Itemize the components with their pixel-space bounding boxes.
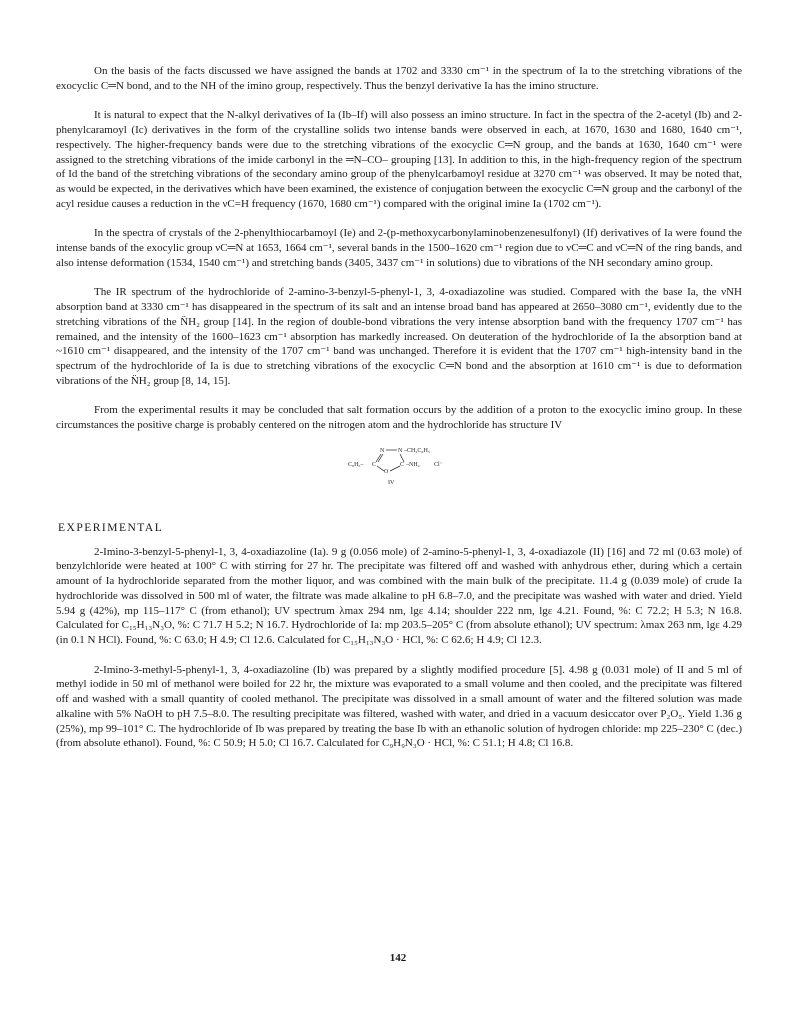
structure-label: IV bbox=[388, 479, 395, 486]
structure-counter-ion: Cl⁻ bbox=[434, 461, 443, 468]
structure-ring-o: O bbox=[384, 468, 389, 475]
paragraph-thiocarbamoyl-derivatives: In the spectra of crystals of the 2-phenylthiocarbamoyl (Ie) and 2-(p-methoxycarbonylaminobenzenesulfonyl) (If) derivatives of Ia were found the intense bands of the exocylic group νC═N at 1653, 1664 cm⁻¹, several bands in the 1500–1620 cm⁻¹ region due to νC═C and νC═N of the ring bands, and also intense deformation (1534, 1540 cm⁻¹) and stretching bands (3405, 3437 cm⁻¹ in solutions) due to vibrations of the NH secondary amino group. bbox=[56, 227, 742, 269]
paragraph-hydrochloride-spectrum: The IR spectrum of the hydrochloride of 2-amino-3-benzyl-5-phenyl-1, 3, 4-oxadiazoline was studied. Compared with the base Ia, the νNH absorption band at 3330 cm⁻¹ has disappeared in the spectrum of its salt and an intense broad band has appeared at 2650–3080 cm⁻¹, evidently due to the stretching vibrations of the N̈H₂ group [14]. In the region of double-bond vibrations the very intense absorption band with the frequency 1707 cm⁻¹ has remained, and the intensity of the 1600–1623 cm⁻¹ absorption has markedly increased. On deuteration of the hydrochloride of Ia the absorption band at ~1610 cm⁻¹ disappeared, and the intensity of the 1707 cm⁻¹ band was unchanged. Therefore it is evident that the 1707 cm⁻¹ high-intensity band in the spectrum of the hydrochloride of Ia is due to stretching vibrations of the exocyclic C═N bond and the absorption at 1610 cm⁻¹ is due to deformation vibrations of the N̈H₂ group [8, 14, 15]. bbox=[56, 286, 742, 387]
structure-iv-figure bbox=[56, 444, 742, 500]
structure-ring-n2: N bbox=[398, 447, 403, 454]
experimental-heading: EXPERIMENTAL bbox=[58, 521, 164, 534]
structure-iv-drawing bbox=[314, 444, 484, 500]
structure-substituent-left: C₆H₅– bbox=[348, 461, 364, 468]
page-number: 142 bbox=[389, 952, 407, 964]
paragraph-salt-formation: From the experimental results it may be concluded that salt formation occurs by the addition of a proton to the exocyclic imino group. In these circumstances the positive charge is probably centered on the nitrogen atom and the hydrochloride has structure IV bbox=[56, 404, 742, 432]
structure-amine: –NH₂ bbox=[406, 461, 420, 468]
svg-text:C: C bbox=[400, 461, 405, 468]
structure-substituent-top: –CH₂C₆H₅ bbox=[404, 447, 430, 454]
paragraph-n-alkyl-derivatives: It is natural to expect that the N-alkyl derivatives of Ia (Ib–If) will also possess an imino structure. In fact in the spectra of the 2-acetyl (Ib) and 2-phenylcaramoyl (Ic) derivatives in the form of the crystalline solids two intense bands were observed in each, at 1670, 1630 and 1680, 1640 cm⁻¹, respectively. The higher-frequency bands were due to the stretching vibrations of the exocyclic C═N group, and the bands at 1630, 1640 cm⁻¹ were assigned to the stretching vibrations of the imide carbonyl in the ═N–CO– grouping [13]. In addition to this, in the high-frequency region of the spectrum of Id the band of the stretching vibrations of the secondary amino group of the phenylcarbamoyl residue at 3270 cm⁻¹ was observed. It may be noted that, as would be expected, in the derivatives which have been examined, the existence of conjugation between the exocyclic C═N group and the carbonyl of the acyl residue causes a reduction in the νC=H frequency (1670, 1680 cm⁻¹) compared with the original imine Ia (1702 cm⁻¹). bbox=[56, 109, 742, 210]
paragraph-experimental-ia: 2-Imino-3-benzyl-5-phenyl-1, 3, 4-oxadiazoline (Ia). 9 g (0.056 mole) of 2-amino-5-phenyl-1, 3, 4-oxadiazole (II) [16] and 72 ml (0.63 mole) of benzylchloride were heated at 100° C with stirring for 27 hr. The precipitate was filtered off and washed with anhydrous ether, during which a certain amount of Ia hydrochloride separated from the mother liquor, and was combined with the main bulk of the precipitate. 11.4 g (0.039 mole) of crude Ia hydrochloride was dissolved in 500 ml of water, the filtrate was made alkaline to pH 6.8–7.0, and the precipitate was washed with water and dried. Yield 5.94 g (42%), mp 115–117° C (from ethanol); UV spectrum λmax 294 nm, lgε 4.14; shoulder 222 nm, lgε 4.21. Found, %: C 72.2; H 5.3; N 16.8. Calculated for C₁₅H₁₃N₃O, %: C 71.7 H 5.2; N 16.7. Hydrochloride of Ia: mp 203.5–205° C (from absolute ethanol); UV spectrum: λmax 263 nm, lgε 4.29 (in 0.1 N HCl). Found, %: C 63.0; H 4.9; Cl 12.6. Calculated for C₁₅H₁₃N₃O · HCl, %: C 62.6; H 4.9; Cl 12.3. bbox=[56, 545, 742, 646]
page-body bbox=[56, 64, 742, 766]
structure-ring-n1: N bbox=[380, 447, 385, 454]
svg-text:C: C bbox=[372, 461, 377, 468]
paragraph-ir-assignment: On the basis of the facts discussed we have assigned the bands at 1702 and 3330 cm⁻¹ in the spectrum of Ia to the stretching vibrations of the exocyclic C═N bond, and to the NH of the imino group, respectively. Thus the benzyl derivative Ia has the imino structure. bbox=[56, 65, 742, 92]
paragraph-experimental-ib: 2-Imino-3-methyl-5-phenyl-1, 3, 4-oxadiazoline (Ib) was prepared by a slightly modified procedure [5]. 4.98 g (0.031 mole) of II and 5 ml of methyl iodide in 50 ml of methanol were boiled for 22 hr, the mixture was evaporated to a small volume and then cooled, and the precipitate was filtered off and washed with a small quantity of cooled methanol. The precipitate was dissolved in a small amount of water and the filtered solution was made alkaline with 5% NaOH to pH 7.5–8.0. The resulting precipitate was filtered, washed with water, and dried in a vacuum desiccator over P₂O₅. Yield 1.36 g (25%), mp 99–101° C. The hydrochloride of Ib was prepared by treating the base Ib with an ethanolic solution of hydrogen chloride: mp 225–230° C (dec.) (from absolute ethanol). Found, %: C 50.9; H 5.0; Cl 16.7. Calculated for C₉H₉N₃O · HCl, %: C 51.1; H 4.8; Cl 16.8. bbox=[56, 663, 742, 750]
